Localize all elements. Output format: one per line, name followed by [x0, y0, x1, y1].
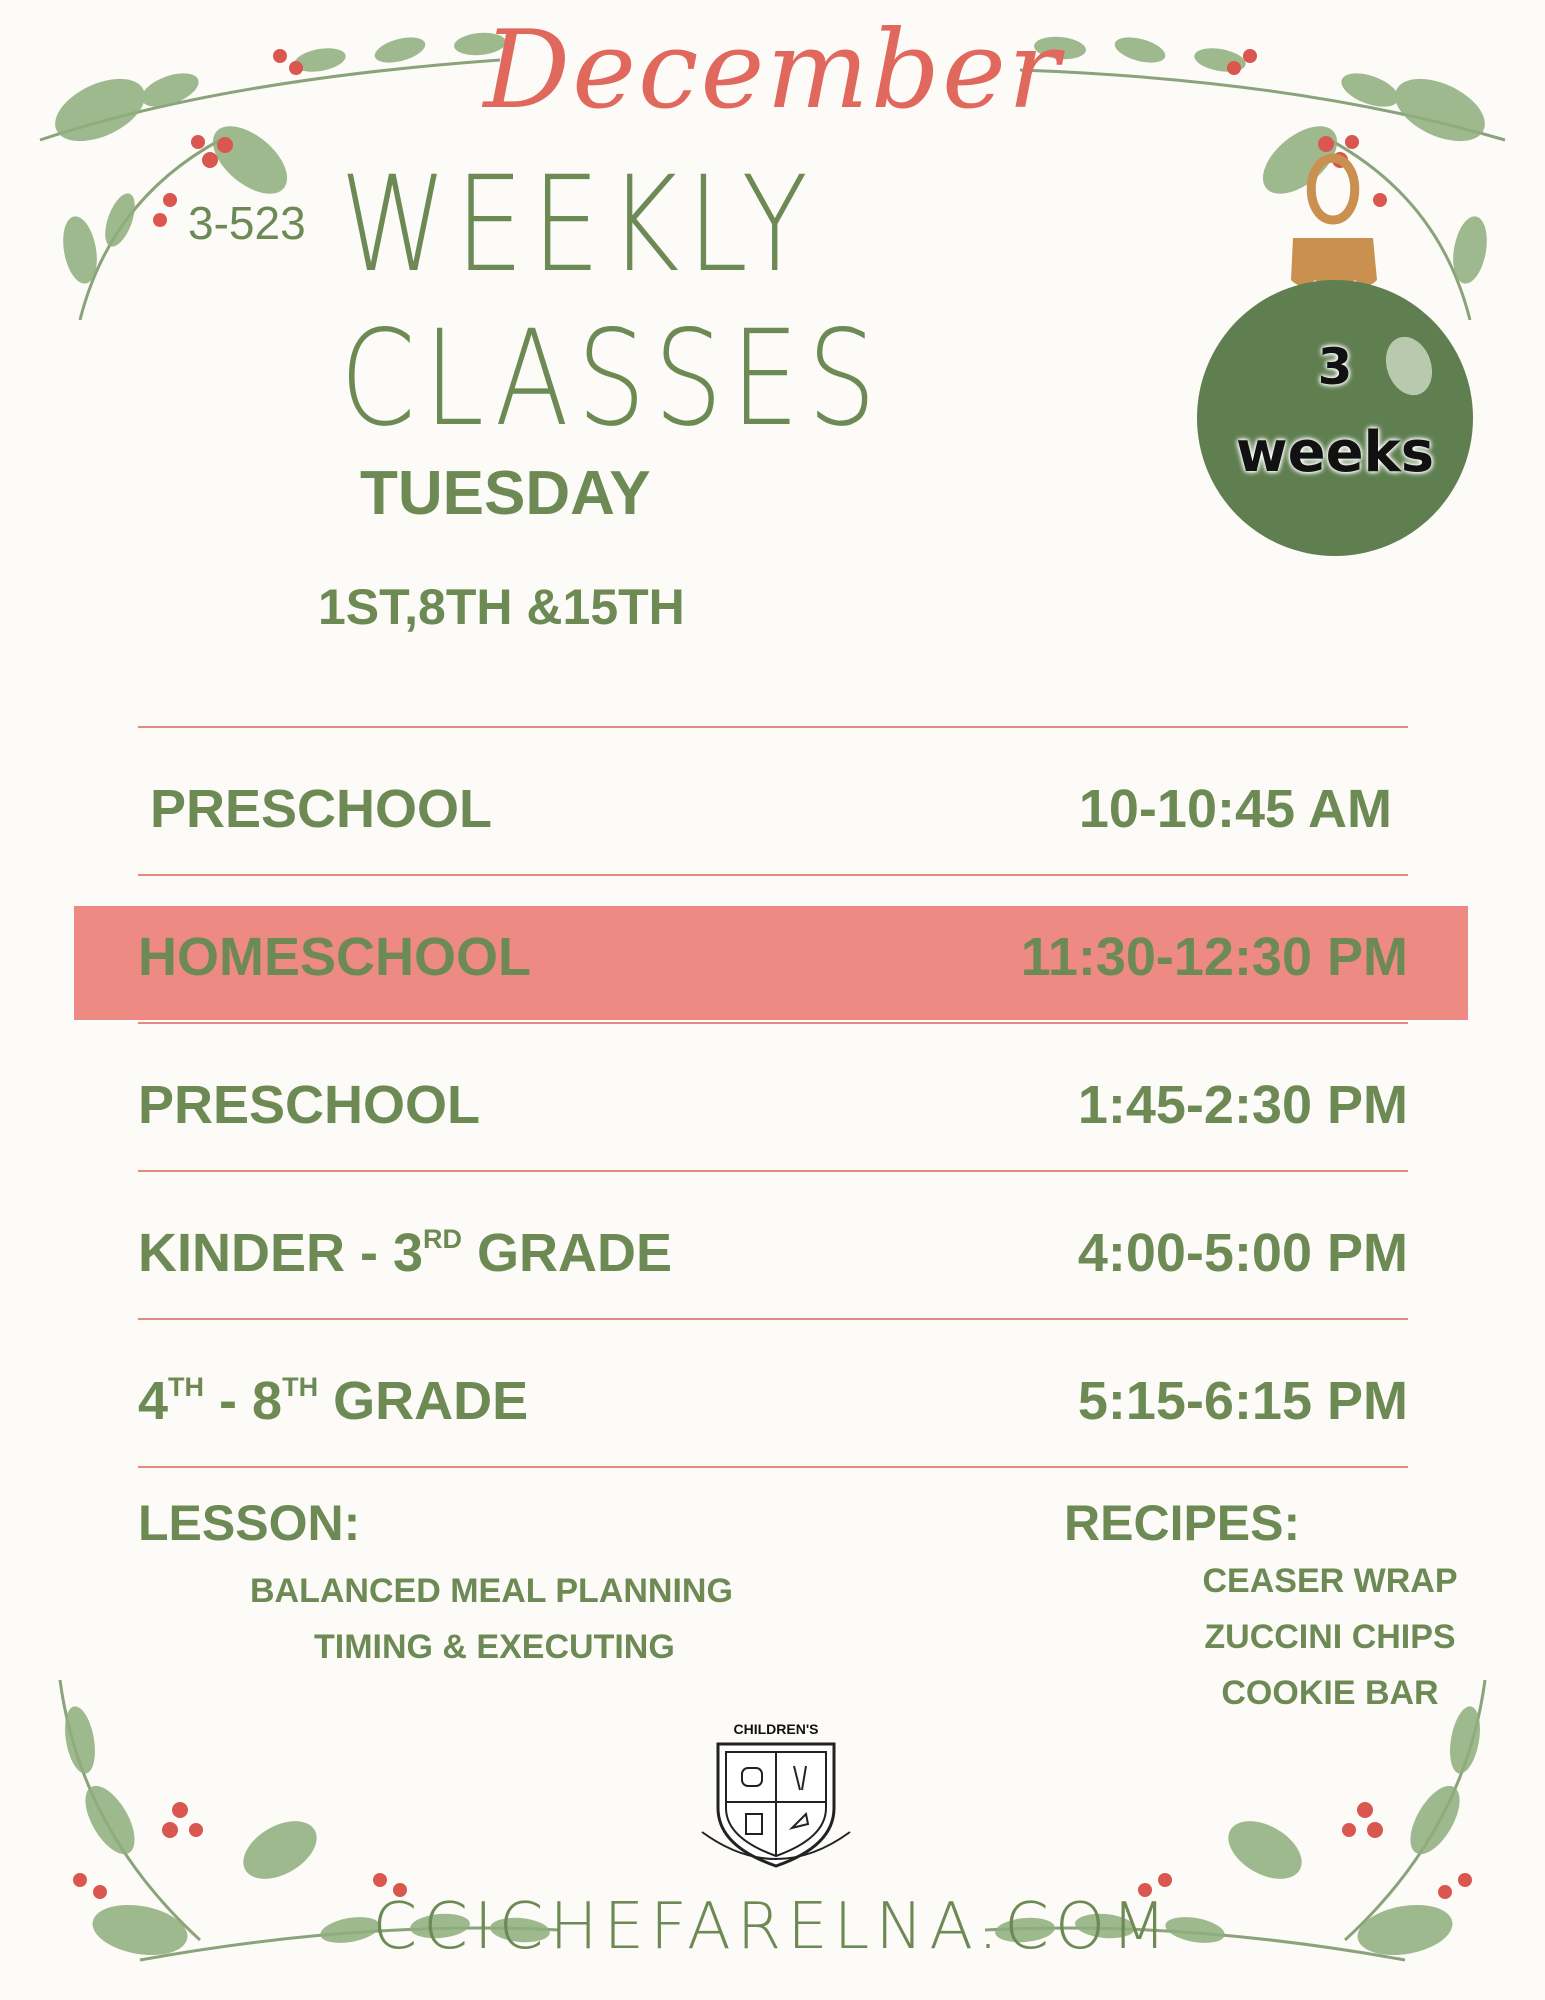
- class-name-part: GRADE: [318, 1371, 529, 1431]
- class-time: 4:00-5:00 PM: [1077, 1223, 1408, 1283]
- class-time: 11:30-12:30 PM: [1020, 927, 1408, 987]
- recipes-heading: RECIPES:: [1064, 1495, 1301, 1551]
- month-title: December: [483, 8, 1062, 133]
- ordinal-suffix: TH: [168, 1372, 205, 1403]
- divider: [138, 1466, 1408, 1468]
- shield-icon: [694, 1716, 858, 1872]
- page-title: WEEKLY CLASSES: [340, 148, 885, 456]
- class-name-part: - 8: [204, 1371, 283, 1431]
- class-time: 10-10:45 AM: [1078, 779, 1392, 839]
- ordinal-suffix: TH: [282, 1372, 319, 1403]
- schedule-row: [138, 728, 1408, 874]
- lesson-item: TIMING & EXECUTING: [314, 1628, 675, 1666]
- class-name: [138, 1222, 672, 1284]
- recipe-item: CEASER WRAP: [1202, 1562, 1458, 1600]
- class-time: 5:15-6:15 PM: [1077, 1371, 1408, 1431]
- class-dates: 1ST,8TH &15TH: [318, 579, 685, 635]
- class-day: TUESDAY: [360, 459, 651, 528]
- ornament-number: 3: [1317, 338, 1353, 396]
- lesson-heading: LESSON:: [138, 1495, 361, 1551]
- recipe-item: COOKIE BAR: [1221, 1674, 1439, 1712]
- website-url: CCICHEFARELNA.COM: [372, 1890, 1173, 1964]
- schedule-row: [138, 1172, 1408, 1318]
- schedule-row: [138, 1024, 1408, 1170]
- svg-text:CHILDREN'S: CHILDREN'S: [733, 1721, 819, 1737]
- class-code: 3-523: [188, 197, 306, 249]
- class-name-part: KINDER - 3: [138, 1223, 424, 1283]
- institute-logo: [694, 1716, 858, 1872]
- class-name: [138, 1370, 528, 1432]
- class-name-part: GRADE: [462, 1223, 673, 1283]
- class-name: HOMESCHOOL: [138, 927, 532, 987]
- class-time: 1:45-2:30 PM: [1077, 1075, 1408, 1135]
- ordinal-suffix: RD: [423, 1224, 463, 1255]
- ornament-label: weeks: [1235, 420, 1435, 485]
- class-name: PRESCHOOL: [150, 779, 493, 839]
- schedule-table: [138, 726, 1408, 1468]
- class-name: PRESCHOOL: [138, 1075, 481, 1135]
- schedule-row-highlighted: [138, 876, 1408, 1022]
- class-name-part: 4: [138, 1371, 169, 1431]
- recipe-item: ZUCCINI CHIPS: [1204, 1618, 1456, 1656]
- lesson-item: BALANCED MEAL PLANNING: [250, 1572, 733, 1610]
- schedule-row: [138, 1320, 1408, 1466]
- ornament-badge: [1185, 150, 1485, 570]
